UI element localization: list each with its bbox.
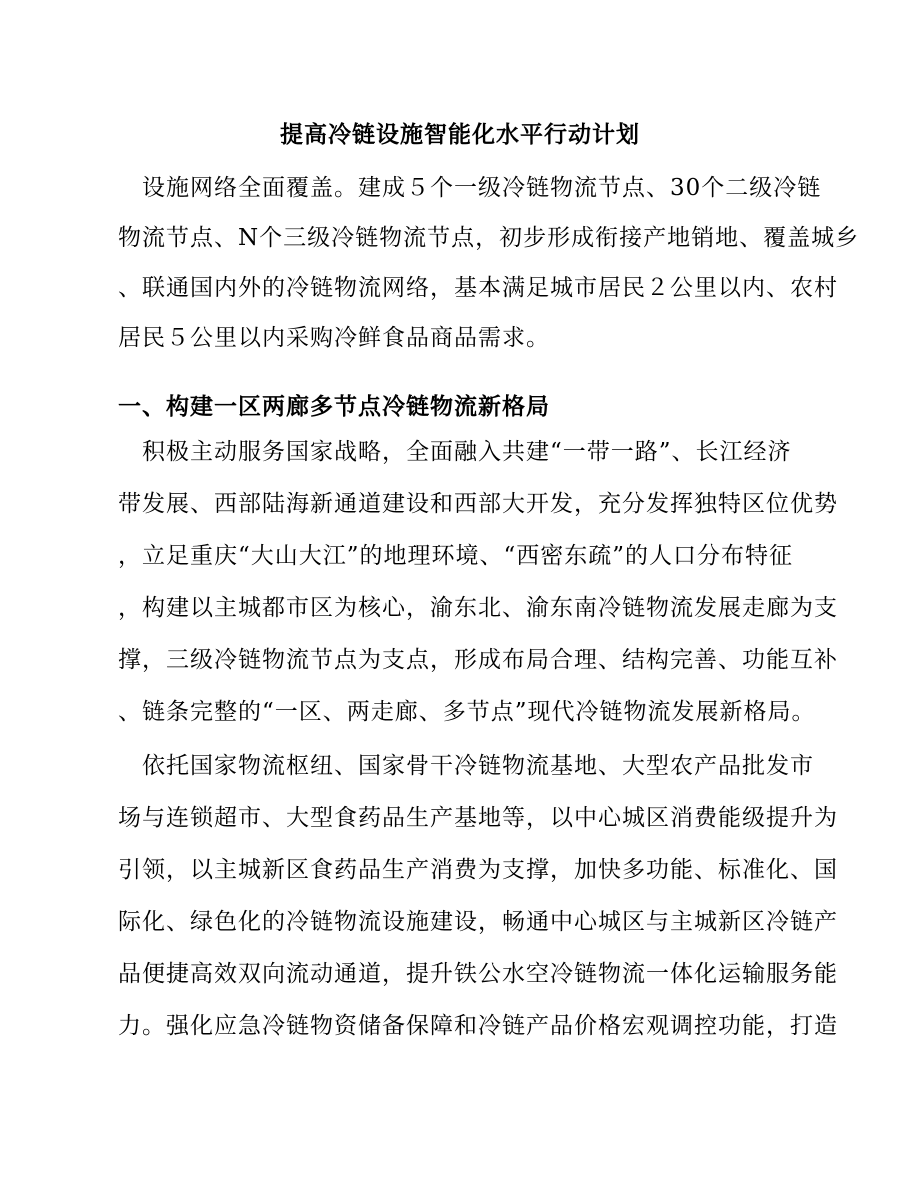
paragraph-1-line-2: 物流节点、N个三级冷链物流节点，初步形成衔接产地销地、覆盖城乡 (118, 225, 860, 251)
paragraph-2-line-4: ，构建以主城都市区为核心，渝东北、渝东南冷链物流发展走廊为支 (118, 595, 838, 621)
paragraph-3-line-1: 依托国家物流枢纽、国家骨干冷链物流基地、大型农产品批发市 (118, 753, 814, 779)
paragraph-2-line-5: 撑，三级冷链物流节点为支点，形成布局合理、结构完善、功能互补 (118, 647, 838, 673)
paragraph-3-line-5: 品便捷高效双向流动通道，提升铁公水空冷链物流一体化运输服务能 (118, 961, 838, 987)
paragraph-3-line-2: 场与连锁超市、大型食药品生产基地等，以中心城区消费能级提升为 (118, 805, 838, 831)
paragraph-2-line-3: ，立足重庆“大山大江”的地理环境、“西密东疏”的人口分布特征 (118, 543, 794, 569)
paragraph-3-line-6: 力。强化应急冷链物资储备保障和冷链产品价格宏观调控功能，打造 (118, 1013, 838, 1039)
paragraph-1-line-3: 、联通国内外的冷链物流网络，基本满足城市居民２公里以内、农村 (118, 275, 838, 301)
paragraph-2-line-6: 、链条完整的“一区、两走廊、多节点”现代冷链物流发展新格局。 (118, 699, 816, 725)
section-heading: 一、构建一区两廊多节点冷链物流新格局 (118, 393, 550, 420)
document-title: 提高冷链设施智能化水平行动计划 (280, 121, 640, 148)
paragraph-1-line-1: 设施网络全面覆盖。建成５个一级冷链物流节点、30个二级冷链 (118, 175, 822, 201)
paragraph-2-line-2: 带发展、西部陆海新通道建设和西部大开发，充分发挥独特区位优势 (118, 491, 838, 517)
paragraph-1-line-4: 居民５公里以内采购冷鲜食品商品需求。 (118, 325, 550, 351)
paragraph-3-line-4: 际化、绿色化的冷链物流设施建设，畅通中心城区与主城新区冷链产 (118, 909, 838, 935)
paragraph-3-line-3: 引领，以主城新区食药品生产消费为支撑，加快多功能、标准化、国 (118, 857, 838, 883)
paragraph-2-line-1: 积极主动服务国家战略，全面融入共建“一带一路”、长江经济 (118, 439, 792, 465)
